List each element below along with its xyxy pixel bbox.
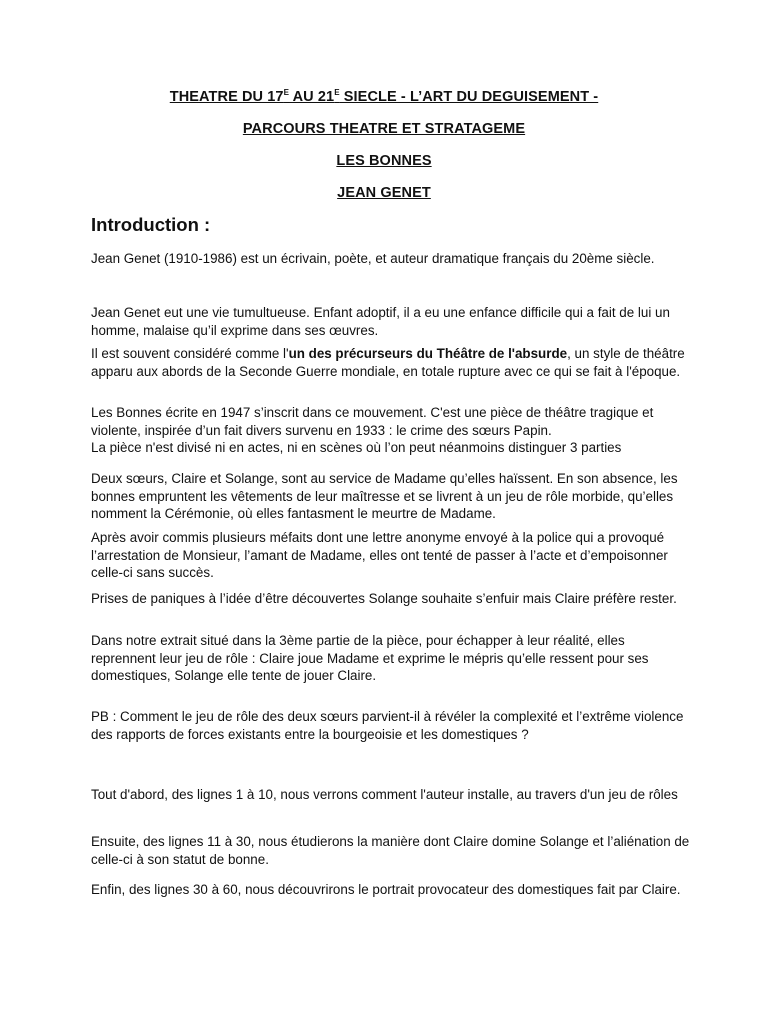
paragraph-life: Jean Genet eut une vie tumultueuse. Enfant adoptif, il a eu une enfance difficile qui a fait de lui un homme, malaise qu’il exprime dans ses œuvres. (91, 305, 670, 338)
paragraph-summary: Deux sœurs, Claire et Solange, sont au service de Madame qu’elles haïssent. En son absence, les bonnes empruntent les vêtements de leur maîtresse et se livrent à un jeu de rôle morbide, qu’elles nomment la Cérémonie, où elles fantasment le meurtre de Madame. (91, 471, 678, 521)
paragraph-part-three: Enfin, des lignes 30 à 60, nous découvrirons le portrait provocateur des domestiques fait par Claire. (91, 882, 681, 897)
title-superscript-2: E (334, 88, 340, 97)
paragraph-extract: Dans notre extrait situé dans la 3ème partie de la pièce, pour échapper à leur réalité, elles reprennent leur jeu de rôle : Claire joue Madame et exprime le mépris qu’elle ressent pour ses domestiques, Solange elle tente de jouer Claire. (91, 633, 649, 683)
title-superscript-1: E (283, 88, 290, 97)
introduction-heading: Introduction : (91, 214, 211, 235)
paragraph-les-bonnes: Les Bonnes écrite en 1947 s’inscrit dans ce mouvement. C'est une pièce de théâtre tragique et violente, inspirée d’un fait divers survenu en 1933 : le crime des sœurs Papin. La pièce n'est divisé ni en actes, ni en scènes où l’on peut néanmoins distinguer 3 parties (91, 405, 654, 455)
paragraph-misdeeds: Après avoir commis plusieurs méfaits dont une lettre anonyme envoyé à la police qui a provoqué l’arrestation de Monsieur, l’amant de Madame, elles ont tenté de passer à l’acte et d’empoisonner celle-ci sans succès. (91, 530, 668, 580)
paragraph-biography: Jean Genet (1910-1986) est un écrivain, poète, et auteur dramatique français du 20ème siècle. (91, 251, 655, 266)
bold-phrase: un des précurseurs du Théâtre de l'absurde (288, 346, 568, 361)
paragraph-part-one: Tout d'abord, des lignes 1 à 10, nous verrons comment l'auteur installe, au travers d'un jeu de rôles (91, 787, 678, 802)
paragraph-panic: Prises de paniques à l’idée d’être découvertes Solange souhaite s’enfuir mais Claire préfère rester. (91, 591, 677, 606)
play-title: LES BONNES (336, 153, 432, 169)
paragraph-absurd: Il est souvent considéré comme l'un des précurseurs du Théâtre de l'absurde, un style de théâtre apparu aux abords de la Seconde Guerre mondiale, en totale rupture avec ce qui se fait à l'époque. (91, 346, 685, 379)
document-title: THEATRE DU $17^E$ AU $21^E$ SIECLE - L’ART DU DEGUISEMENT - (169, 88, 599, 105)
paragraph-part-two: Ensuite, des lignes 11 à 30, nous étudierons la manière dont Claire domine Solange et l’aliénation de celle-ci à son statut de bonne. (91, 834, 690, 867)
author-name: JEAN GENET (337, 185, 431, 201)
parcours-heading: PARCOURS THEATRE ET STRATAGEME (242, 121, 526, 137)
paragraph-problematique: PB : Comment le jeu de rôle des deux sœurs parvient-il à révéler la complexité et l’extrême violence des rapports de forces existants entre la bourgeoisie et les domestiques ? (91, 709, 684, 742)
